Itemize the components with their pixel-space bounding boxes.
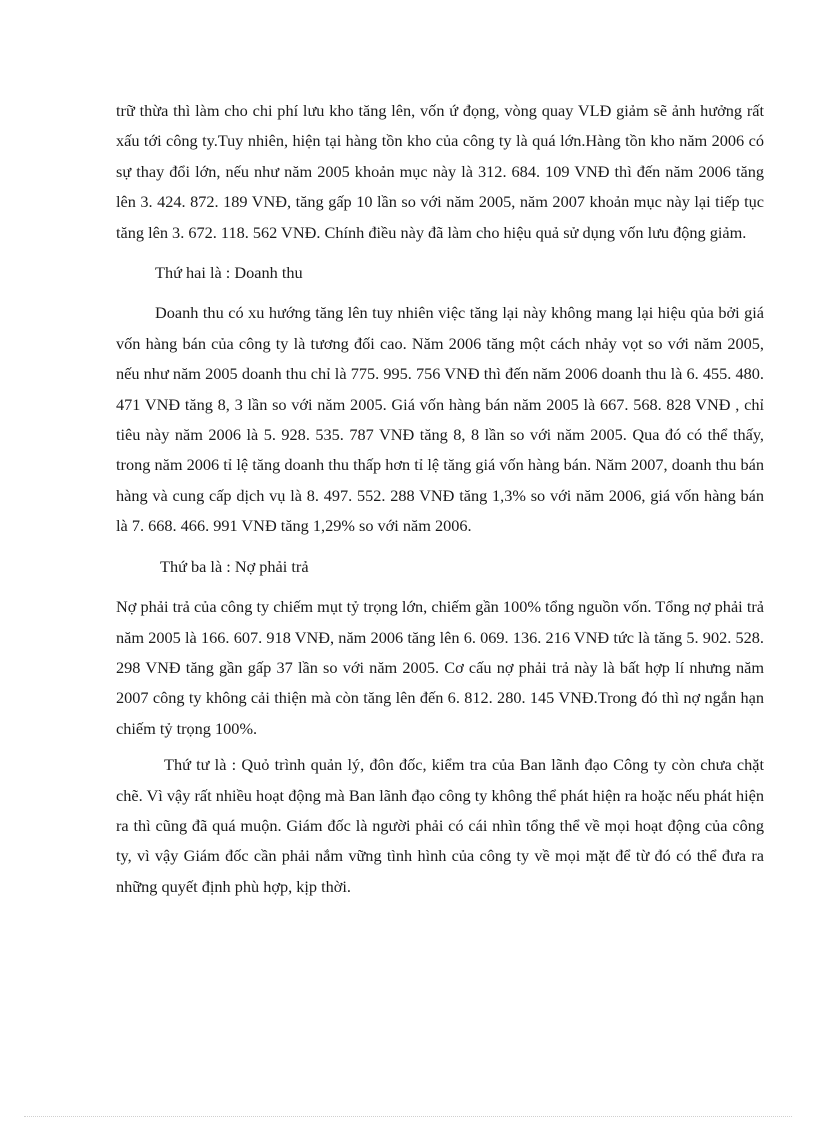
page-bottom-divider bbox=[24, 1116, 792, 1117]
heading-liabilities: Thứ ba là : Nợ phải trả bbox=[160, 556, 309, 576]
paragraph-management: Thứ tư là : Quỏ trình quản lý, đôn đốc, kiểm tra của Ban lãnh đạo Công ty còn chưa chặt chẽ. Vì vậy rất nhiều hoạt động mà Ban lãnh đạo công ty không thể phát hiện ra hoặc nếu phát hiện ra thì cũng đã quá muộn. Giám đốc là người phải có cái nhìn tổng thể về mọi hoạt động của công ty, vì vậy Giám đốc cần phải nắm vững tình hình của công ty về mọi mặt để từ đó có thể đưa ra những quyết định phù hợp, kịp thời. bbox=[116, 755, 764, 896]
paragraph-revenue: Doanh thu có xu hướng tăng lên tuy nhiên việc tăng lại này không mang lại hiệu qủa bởi giá vốn hàng bán của công ty là tương đối cao. Năm 2006 tăng một cách nhảy vọt so với năm 2005, nếu như năm 2005 doanh thu chỉ là 775. 995. 756 VNĐ thì đến năm 2006 doanh thu là 6. 455. 480. 471 VNĐ tăng 8, 3 lần so với năm 2005. Giá vốn hàng bán năm 2005 là 667. 568. 828 VNĐ , chỉ tiêu này năm 2006 là 5. 928. 535. 787 VNĐ tăng 8, 8 lần so với năm 2005. Qua đó có thể thấy, trong năm 2006 tỉ lệ tăng doanh thu thấp hơn tỉ lệ tăng giá vốn hàng bán. Năm 2007, doanh thu bán hàng và cung cấp dịch vụ là 8. 497. 552. 288 VNĐ tăng 1,3% so với năm 2006, giá vốn hàng bán là 7. 668. 466. 991 VNĐ tăng 1,29% so với năm 2006. bbox=[116, 303, 764, 536]
paragraph-liabilities: Nợ phải trả của công ty chiếm mụt tỷ trọng lớn, chiếm gần 100% tổng nguồn vốn. Tổng nợ phải trả năm 2005 là 166. 607. 918 VNĐ, năm 2006 tăng lên 6. 069. 136. 216 VNĐ tức là tăng 5. 902. 528. 298 VNĐ tăng gần gấp 37 lần so với năm 2005. Cơ cấu nợ phải trả này là bất hợp lí nhưng năm 2007 công ty không cải thiện mà còn tăng lên đến 6. 812. 280. 145 VNĐ.Trong đó thì nợ ngắn hạn chiếm tỷ trọng 100%. bbox=[116, 597, 764, 738]
paragraph-inventory: trữ thừa thì làm cho chi phí lưu kho tăng lên, vốn ứ đọng, vòng quay VLĐ giảm sẽ ảnh hưởng rất xấu tới công ty.Tuy nhiên, hiện tại hàng tồn kho của công ty là quá lớn.Hàng tồn kho năm 2006 có sự thay đổi lớn, nếu như năm 2005 khoản mục này là 312. 684. 109 VNĐ thì đến năm 2006 tăng lên 3. 424. 872. 189 VNĐ, tăng gấp 10 lần so với năm 2005, năm 2007 khoản mục này lại tiếp tục tăng lên 3. 672. 118. 562 VNĐ. Chính điều này đã làm cho hiệu quả sử dụng vốn lưu động giảm. bbox=[116, 101, 764, 242]
heading-revenue: Thứ hai là : Doanh thu bbox=[155, 263, 303, 283]
document-page bbox=[116, 96, 764, 902]
